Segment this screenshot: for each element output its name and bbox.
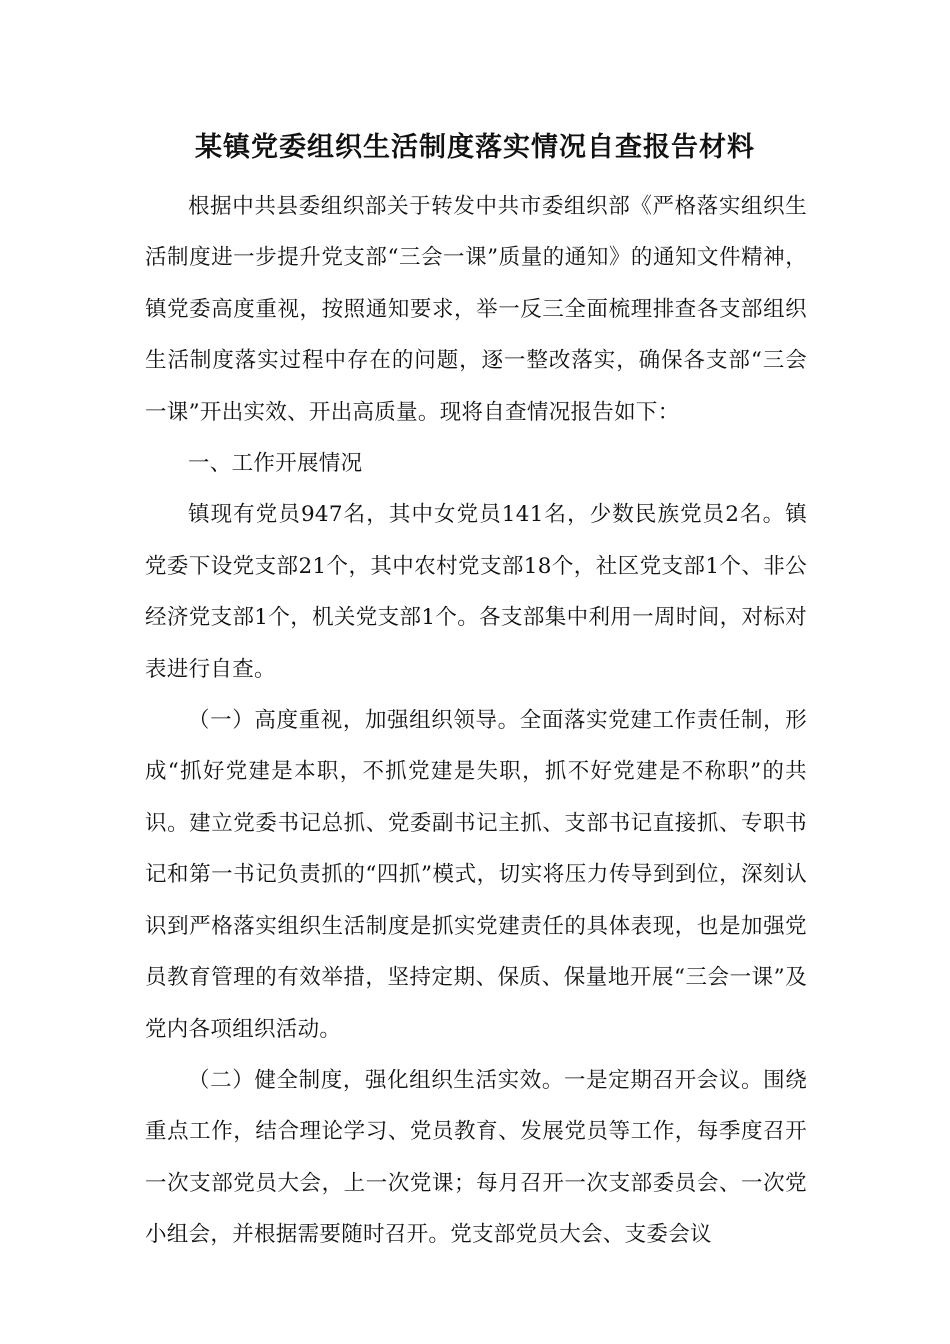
paragraph-system: （二）健全制度，强化组织生活实效。一是定期召开会议。围绕重点工作，结合理论学习、党员教育、发展党员等工作，每季度召开一次支部党员大会，上一次党课；每月召开一次支部委员会、一次党小组会，并根据需要随时召开。党支部党员大会、支委会议: [145, 1067, 807, 1248]
paragraph-intro: 根据中共县委组织部关于转发中共市委组织部《严格落实组织生活制度进一步提升党支部“三会一课”质量的通知》的通知文件精神，镇党委高度重视，按照通知要求，举一反三全面梳理排查各支部组织生活制度落实过程中存在的问题，逐一整改落实，确保各支部“三会一课”开出实效、开出高质量。现将自查情况报告如下：: [145, 194, 807, 425]
section-heading-work-status: 一、工作开展情况: [188, 451, 363, 477]
paragraph-membership: 镇现有党员947名，其中女党员141名，少数民族党员2名。镇党委下设党支部21个，其中农村党支部18个，社区党支部1个、非公经济党支部1个，机关党支部1个。各支部集中利用一周时间，对标对表进行自查。: [145, 502, 807, 682]
document-title: 某镇党委组织生活制度落实情况自查报告材料: [195, 132, 755, 163]
paragraph-leadership: （一）高度重视，加强组织领导。全面落实党建工作责任制，形成“抓好党建是本职，不抓党建是失职，抓不好党建是不称职”的共识。建立党委书记总抓、党委副书记主抓、支部书记直接抓、专职书记和第一书记负责抓的“四抓”模式，切实将压力传导到到位，深刻认识到严格落实组织生活制度是抓实党建责任的具体表现，也是加强党员教育管理的有效举措，坚持定期、保质、保量地开展“三会一课”及党内各项组织活动。: [145, 708, 807, 1042]
document-body: [145, 181, 807, 1261]
